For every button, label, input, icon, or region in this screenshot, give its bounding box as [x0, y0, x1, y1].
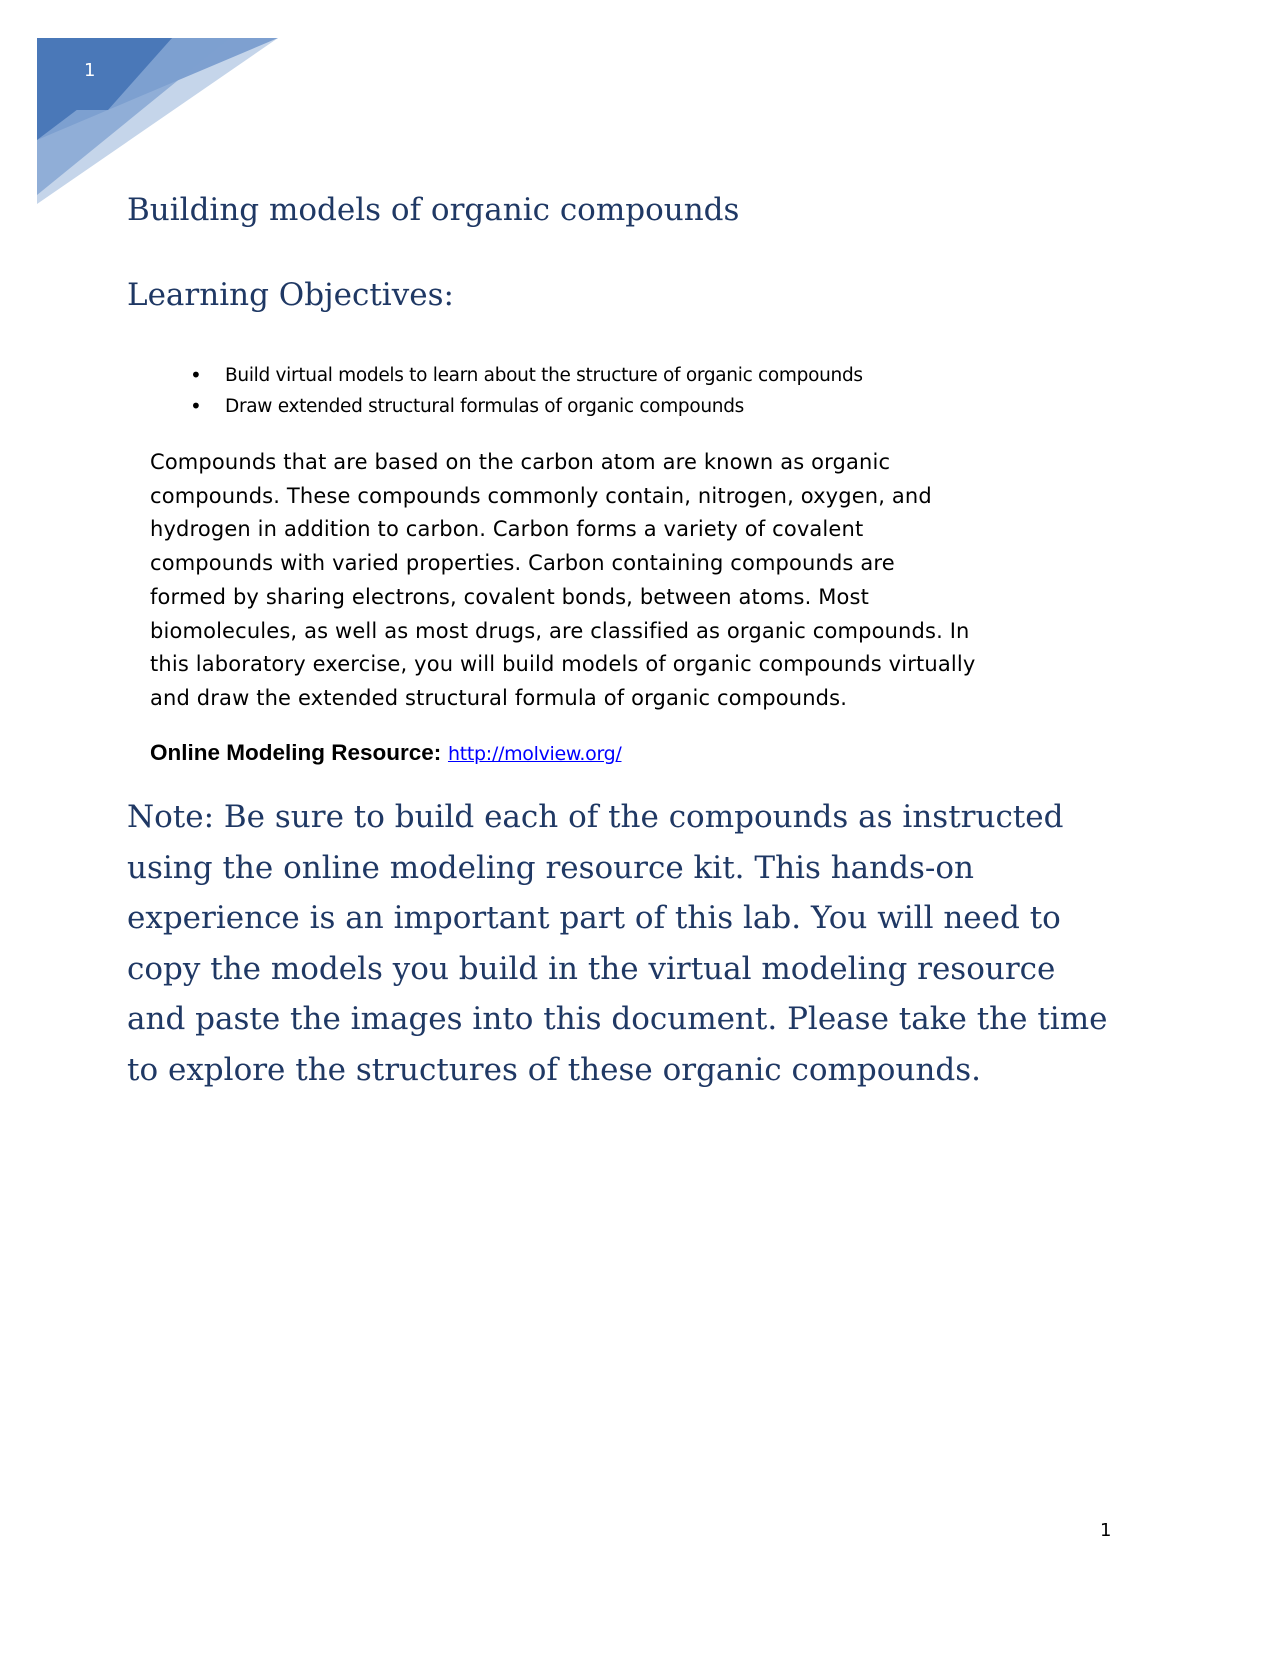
resource-link[interactable]: http://molview.org/ — [447, 743, 622, 765]
objective-text: Build virtual models to learn about the structure of organic compounds — [225, 365, 863, 386]
note-line: experience is an important part of this lab. You will need to — [127, 900, 1061, 936]
intro-line: biomolecules, as well as most drugs, are classified as organic compounds. In — [150, 618, 970, 643]
note-line: Note: Be sure to build each of the compounds as instructed — [127, 799, 1064, 835]
intro-line: compounds with varied properties. Carbon containing compounds are — [150, 551, 895, 576]
list-item — [190, 391, 863, 422]
note-line: copy the models you build in the virtual modeling resource — [127, 950, 1056, 987]
intro-paragraph — [150, 446, 1150, 716]
intro-line: and draw the extended structural formula of organic compounds. — [150, 685, 848, 710]
intro-line: formed by sharing electrons, covalent bonds, between atoms. Most — [150, 584, 869, 609]
page-title: Building models of organic compounds — [127, 192, 740, 228]
header-page-number: 1 — [84, 60, 96, 81]
resource-line — [150, 738, 622, 769]
resource-label: Online Modeling Resource: — [150, 740, 442, 765]
note-paragraph — [127, 792, 1157, 1095]
intro-line: Compounds that are based on the carbon atom are known as organic — [150, 450, 891, 474]
bullet-icon: • — [190, 363, 202, 387]
note-line: using the online modeling resource kit. This hands-on — [127, 849, 974, 886]
objectives-heading: Learning Objectives: — [127, 277, 454, 313]
note-line: and paste the images into this document. Please take the time — [127, 1001, 1108, 1037]
corner-decoration — [0, 0, 300, 220]
objectives-list — [190, 360, 863, 422]
footer-page-number: 1 — [1100, 1520, 1112, 1541]
list-item — [190, 360, 863, 391]
bullet-icon: • — [190, 394, 202, 418]
note-line: to explore the structures of these organic compounds. — [127, 1051, 981, 1088]
objective-text: Draw extended structural formulas of organic compounds — [225, 396, 745, 417]
intro-line: hydrogen in addition to carbon. Carbon forms a variety of covalent — [150, 517, 864, 542]
intro-line: this laboratory exercise, you will build models of organic compounds virtually — [150, 652, 976, 677]
intro-line: compounds. These compounds commonly contain, nitrogen, oxygen, and — [150, 483, 932, 508]
